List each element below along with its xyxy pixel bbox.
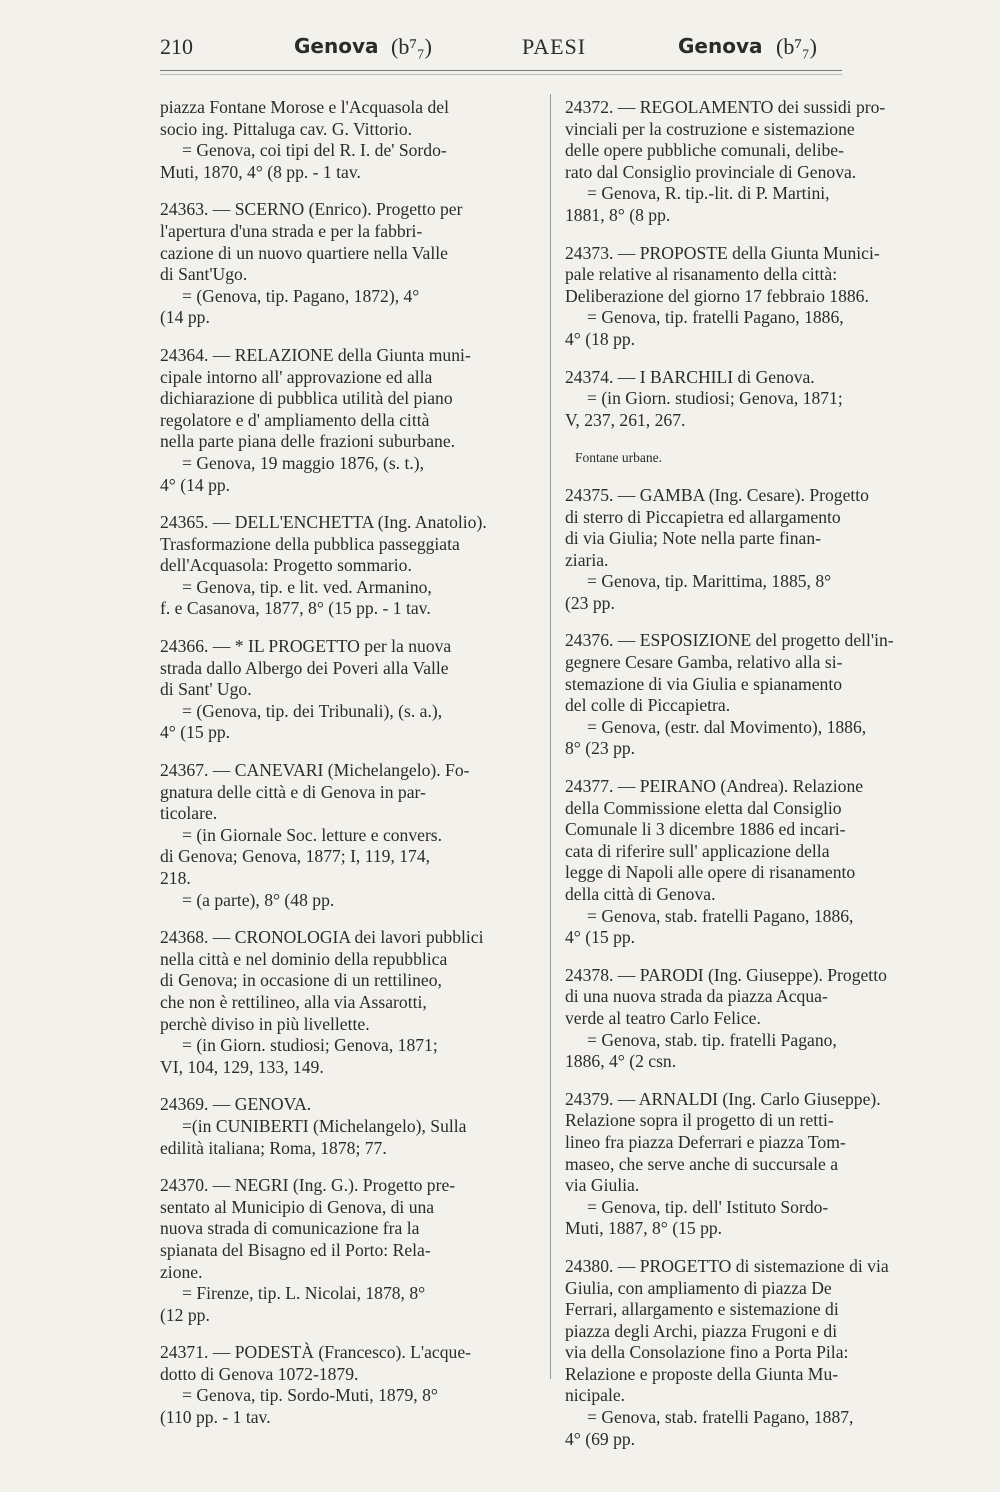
entry-line: 24379. — ARNALDI (Ing. Carlo Giuseppe). <box>565 1088 881 1109</box>
entry-line: 1881, 8° (8 pp. <box>565 204 671 225</box>
entry-line: = Genova, 19 maggio 1876, (s. t.), <box>182 452 425 473</box>
entry-line: cazione di un nuovo quartiere nella Valle <box>160 242 448 263</box>
entry-line: strada dallo Albergo dei Poveri alla Valle <box>160 657 449 678</box>
running-title-left: Genova <box>294 34 379 58</box>
entry-line: l'apertura d'una strada e per la fabbri- <box>160 220 423 241</box>
entry-line: di Genova; Genova, 1877; I, 119, 174, <box>160 846 431 867</box>
entry-line: 24372. — REGOLAMENTO dei sussidi pro- <box>565 97 886 117</box>
entry-line: di Sant'Ugo. <box>160 264 248 285</box>
right-column <box>565 97 951 1466</box>
entry-line: 24380. — PROGETTO di sistemazione di via <box>565 1255 889 1276</box>
entry-line: 24369. — GENOVA. <box>160 1094 312 1115</box>
entry-line: gnatura delle città e di Genova in par- <box>160 781 426 802</box>
running-code-right: (b⁷₇) <box>776 34 817 59</box>
bibliography-entry <box>160 97 538 183</box>
entry-line: 24363. — SCERNO (Enrico). Progetto per <box>160 199 463 220</box>
entry-line: via della Consolazione fino a Porta Pila: <box>565 1342 849 1363</box>
entry-line: del colle di Piccapietra. <box>565 695 731 716</box>
entry-line: 24374. — I BARCHILI di Genova. <box>565 366 815 387</box>
header-rule-secondary <box>160 74 842 75</box>
entry-line: 4° (15 pp. <box>565 927 636 948</box>
entry-line: Trasformazione della pubblica passeggiata <box>160 533 460 554</box>
entry-line: piazza Fontane Morose e l'Acquasola del <box>160 97 449 117</box>
bibliography-entry <box>565 1089 951 1240</box>
entry-line: 24371. — PODESTÀ (Francesco). L'acque- <box>160 1342 471 1363</box>
entry-line: verde al teatro Carlo Felice. <box>565 1007 761 1028</box>
entry-line: legge di Napoli alle opere di risanamento <box>565 862 856 883</box>
entry-line: 4° (14 pp. <box>160 474 231 495</box>
entry-line: sentato al Municipio di Genova, di una <box>160 1196 435 1217</box>
entry-line: 24376. — ESPOSIZIONE del progetto dell'in- <box>565 630 894 651</box>
entry-line: vinciali per la costruzione e sistemazione <box>565 118 855 139</box>
entry-line: = Genova, tip. Sordo-Muti, 1879, 8° <box>182 1385 438 1406</box>
entry-line: 4° (18 pp. <box>565 328 636 349</box>
entry-line: 24373. — PROPOSTE della Giunta Munici- <box>565 242 880 263</box>
entry-line: di Genova; in occasione di un rettilineo, <box>160 970 442 991</box>
entry-line: = (Genova, tip. Pagano, 1872), 4° <box>182 285 420 306</box>
entry-line: dichiarazione di pubblica utilità del piano <box>160 388 453 409</box>
entry-line: 24365. — DELL'ENCHETTA (Ing. Anatolio). <box>160 512 487 533</box>
entry-line: = Genova, coi tipi del R. I. de' Sordo- <box>182 140 447 161</box>
running-code-left: (b⁷₇) <box>391 34 432 59</box>
entry-line: nuova strada di comunicazione fra la <box>160 1218 420 1239</box>
bibliography-entry <box>160 199 538 329</box>
entry-line: (23 pp. <box>565 592 615 613</box>
entry-line: perchè diviso in più livellette. <box>160 1013 370 1034</box>
entry-line: Relazione sopra il progetto di un retti- <box>565 1110 834 1131</box>
entry-line: (14 pp. <box>160 307 210 328</box>
bibliography-entry <box>565 97 951 227</box>
entry-line: 4° (15 pp. <box>160 722 231 743</box>
bibliography-entry <box>160 512 538 620</box>
entry-line: = Genova, (estr. dal Movimento), 1886, <box>587 716 867 737</box>
entry-line: 24370. — NEGRI (Ing. G.). Progetto pre- <box>160 1175 456 1196</box>
entry-line: = Genova, stab. fratelli Pagano, 1886, <box>587 905 854 926</box>
entry-line: pale relative al risanamento della città: <box>565 264 838 285</box>
bibliography-entry <box>565 630 951 760</box>
entry-line: ticolare. <box>160 803 218 824</box>
bibliography-entry <box>160 1175 538 1326</box>
entry-line: dotto di Genova 1072-1879. <box>160 1363 359 1384</box>
entry-line: = Genova, tip. fratelli Pagano, 1886, <box>587 307 844 328</box>
bibliography-entry <box>160 345 538 496</box>
entry-line: nicipale. <box>565 1385 626 1406</box>
bibliography-entry <box>565 1256 951 1450</box>
entry-line: nella città e nel dominio della repubblica <box>160 948 448 969</box>
entry-line: VI, 104, 129, 133, 149. <box>160 1056 324 1077</box>
entry-line: Relazione e proposte della Giunta Mu- <box>565 1363 839 1384</box>
entry-line: regolatore e d' ampliamento della città <box>160 409 430 430</box>
bibliography-entry <box>160 1094 538 1159</box>
entry-line: Ferrari, allargamento e sistemazione di <box>565 1299 839 1320</box>
entry-line: socio ing. Pittaluga cav. G. Vittorio. <box>160 118 413 139</box>
entry-line: che non è rettilineo, alla via Assarotti, <box>160 991 427 1012</box>
entry-line: 218. <box>160 868 191 888</box>
entry-line: di via Giulia; Note nella parte finan- <box>565 528 821 549</box>
entry-line: = (in Giorn. studiosi; Genova, 1871; <box>182 1035 438 1056</box>
entry-line: dell'Acquasola: Progetto sommario. <box>160 555 412 576</box>
bibliography-entry <box>160 1342 538 1428</box>
column-divider <box>550 94 551 1379</box>
entry-line: = Firenze, tip. L. Nicolai, 1878, 8° <box>182 1283 426 1304</box>
entry-line: = (Genova, tip. dei Tribunali), (s. a.), <box>182 700 443 721</box>
entry-line: 24377. — PEIRANO (Andrea). Relazione <box>565 776 864 797</box>
entry-line: lineo fra piazza Deferrari e piazza Tom- <box>565 1131 846 1152</box>
running-title-right: Genova <box>678 34 763 58</box>
bibliography-entry <box>565 243 951 351</box>
entry-line: 24375. — GAMBA (Ing. Cesare). Progetto <box>565 484 869 505</box>
entry-line: di Sant' Ugo. <box>160 679 252 700</box>
header-rule <box>160 70 842 71</box>
entry-line: di una nuova strada da piazza Acqua- <box>565 986 828 1007</box>
entry-line: zione. <box>160 1261 203 1282</box>
entry-line: = Genova, R. tip.-lit. di P. Martini, <box>587 183 830 204</box>
bibliography-entry <box>160 760 538 911</box>
entry-line: Fontane urbane. <box>575 450 662 466</box>
section-title: PAESI <box>522 34 587 59</box>
entry-line: piazza degli Archi, piazza Frugoni e di <box>565 1320 838 1341</box>
entry-line: 24367. — CANEVARI (Michelangelo). Fo- <box>160 760 470 781</box>
bibliography-entry <box>565 485 951 615</box>
entry-line: Comunale li 3 dicembre 1886 ed incari- <box>565 819 846 840</box>
entry-line: = (in Giornale Soc. letture e convers. <box>182 824 443 845</box>
entry-line: delle opere pubbliche comunali, delibe- <box>565 140 844 161</box>
entry-line: di sterro di Piccapietra ed allargamento <box>565 506 841 527</box>
entry-line: = Genova, stab. tip. fratelli Pagano, <box>587 1029 837 1050</box>
entry-line: 4° (69 pp. <box>565 1428 636 1449</box>
entry-line: nella parte piana delle frazioni suburbane. <box>160 431 456 452</box>
entry-line: Giulia, con ampliamento di piazza De <box>565 1277 832 1298</box>
entry-line: = Genova, tip. dell' Istituto Sordo- <box>587 1196 829 1217</box>
entry-line: 1886, 4° (2 csn. <box>565 1051 677 1072</box>
bibliography-entry <box>565 447 951 469</box>
entry-line: = (in Giorn. studiosi; Genova, 1871; <box>587 388 843 409</box>
entry-line: edilità italiana; Roma, 1878; 77. <box>160 1137 387 1158</box>
entry-line: stemazione di via Giulia e spianamento <box>565 673 843 694</box>
left-column <box>160 97 538 1445</box>
entry-line: 24378. — PARODI (Ing. Giuseppe). Progetto <box>565 964 887 985</box>
entry-line: = Genova, tip. e lit. ved. Armanino, <box>182 576 432 597</box>
bibliography-entry <box>565 776 951 949</box>
entry-line: della Commissione eletta dal Consiglio <box>565 797 842 818</box>
entry-line: gegnere Cesare Gamba, relativo alla si- <box>565 652 843 673</box>
bibliography-entry <box>565 367 951 432</box>
entry-line: = (a parte), 8° (48 pp. <box>182 889 335 910</box>
entry-line: della città di Genova. <box>565 884 716 904</box>
entry-line: (110 pp. - 1 tav. <box>160 1407 271 1428</box>
entry-line: = Genova, tip. Marittima, 1885, 8° <box>587 571 832 592</box>
entry-line: spianata del Bisagno ed il Porto: Rela- <box>160 1239 431 1260</box>
entry-line: maseo, che serve anche di succursale a <box>565 1153 839 1174</box>
entry-line: via Giulia. <box>565 1175 640 1196</box>
entry-line: 8° (23 pp. <box>565 738 636 759</box>
entry-line: = Genova, stab. fratelli Pagano, 1887, <box>587 1407 854 1428</box>
bibliography-entry <box>565 965 951 1073</box>
entry-line: cipale intorno all' approvazione ed alla <box>160 366 433 387</box>
entry-line: rato dal Consiglio provinciale di Genova. <box>565 161 857 182</box>
entry-line: f. e Casanova, 1877, 8° (15 pp. - 1 tav. <box>160 598 431 619</box>
page-number: 210 <box>160 34 193 59</box>
entry-line: 24368. — CRONOLOGIA dei lavori pubblici <box>160 927 484 948</box>
entry-line: 24364. — RELAZIONE della Giunta muni- <box>160 344 471 365</box>
entry-line: Muti, 1887, 8° (15 pp. <box>565 1218 723 1239</box>
bibliography-entry <box>160 927 538 1078</box>
entry-line: =(in CUNIBERTI (Michelangelo), Sulla <box>182 1115 467 1136</box>
entry-line: 24366. — * IL PROGETTO per la nuova <box>160 636 452 657</box>
entry-line: Deliberazione del giorno 17 febbraio 1886. <box>565 285 869 306</box>
entry-line: V, 237, 261, 267. <box>565 409 686 430</box>
page-header <box>160 34 860 70</box>
entry-line: cata di riferire sull' applicazione della <box>565 840 830 861</box>
bibliography-entry <box>160 636 538 744</box>
entry-line: (12 pp. <box>160 1304 210 1325</box>
entry-line: Muti, 1870, 4° (8 pp. - 1 tav. <box>160 161 361 182</box>
entry-line: ziaria. <box>565 549 609 570</box>
